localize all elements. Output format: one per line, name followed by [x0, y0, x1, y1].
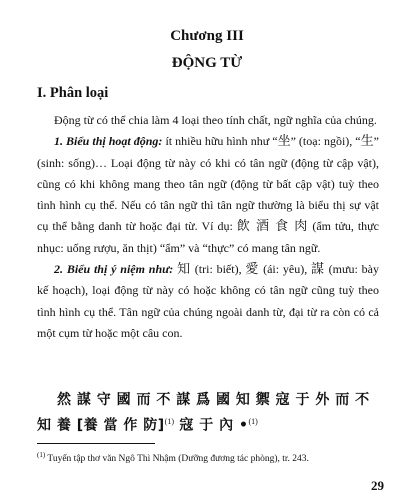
classical-quote — [37, 389, 382, 437]
han-character: 愛 — [245, 262, 260, 278]
text-run: (tri: biết), — [190, 262, 246, 277]
footnote-text: Tuyển tập thơ văn Ngô Thì Nhậm (Dưỡng đương tác phòng), tr. 243. — [45, 454, 309, 465]
text-run: ” (toạ: ngồi), “ — [290, 134, 361, 149]
text-run: (ẩm tửu, thực nhục: uống rượu, ăn thịt) “ẩm” và “thực” có mang tân ngữ. — [37, 219, 379, 255]
han-character: 生 — [360, 134, 374, 150]
han-character: 知 — [177, 262, 191, 278]
action-verbs-lead: 1. Biểu thị hoạt động: — [54, 134, 163, 149]
paragraph-intro: Động từ có thể chia làm 4 loại theo tính chất, ngữ nghĩa của chúng. — [54, 113, 377, 127]
paragraph-action-verbs — [37, 131, 379, 259]
han-character: 謀 — [311, 262, 325, 278]
footnote-mark: (1) — [37, 451, 46, 459]
page-number: 29 — [371, 478, 384, 493]
text-run: (mưu: bày kế hoạch), loại động từ này có hoặc không có tân ngữ cũng tuỳ theo tình hình cụ thể. Tân ngữ của chúng ngoài danh từ, đại từ ra còn có cả một cụm từ hoặc một câu con. — [37, 262, 379, 340]
quote-text: 寇 于 內 • — [174, 417, 249, 434]
section-heading: I. Phân loại — [37, 85, 109, 101]
chapter-number: Chương III — [170, 28, 244, 44]
quote-footnote-ref: (1) — [248, 417, 258, 426]
text-run: ít nhiều hữu hình như “ — [162, 134, 278, 149]
han-character: 坐 — [277, 134, 291, 150]
paragraph-concept-verbs — [37, 259, 379, 344]
body-text — [37, 110, 379, 344]
concept-verbs-lead: 2. Biểu thị ý niệm như: — [54, 262, 174, 277]
footnote-divider — [37, 443, 155, 444]
quote-text: 然 謀 守 國 而 不 謀 爲 國 知 禦 寇 于 外 而 不 知 養 [養 當 作 防] — [37, 392, 370, 434]
footnote — [37, 449, 382, 465]
chapter-title: ĐỘNG TỪ — [171, 55, 243, 71]
text-run: ” (sinh: sống)… Loại động từ này có khi có tân ngữ (động từ cập vật), cũng có khi không mang theo tân ngữ (động từ bất cập vật) tuỳ theo tình hình cụ thể. Nếu có tân ngữ thì tân ngữ thường là biểu thị sự vật cụ thể bằng danh từ hoặc đại từ. Ví dụ: — [37, 134, 379, 234]
text-run: (ái: yêu), — [259, 262, 312, 277]
han-phrase: 飲 酒 食 肉 — [236, 219, 309, 235]
quote-footnote-ref: (1) — [164, 417, 174, 426]
